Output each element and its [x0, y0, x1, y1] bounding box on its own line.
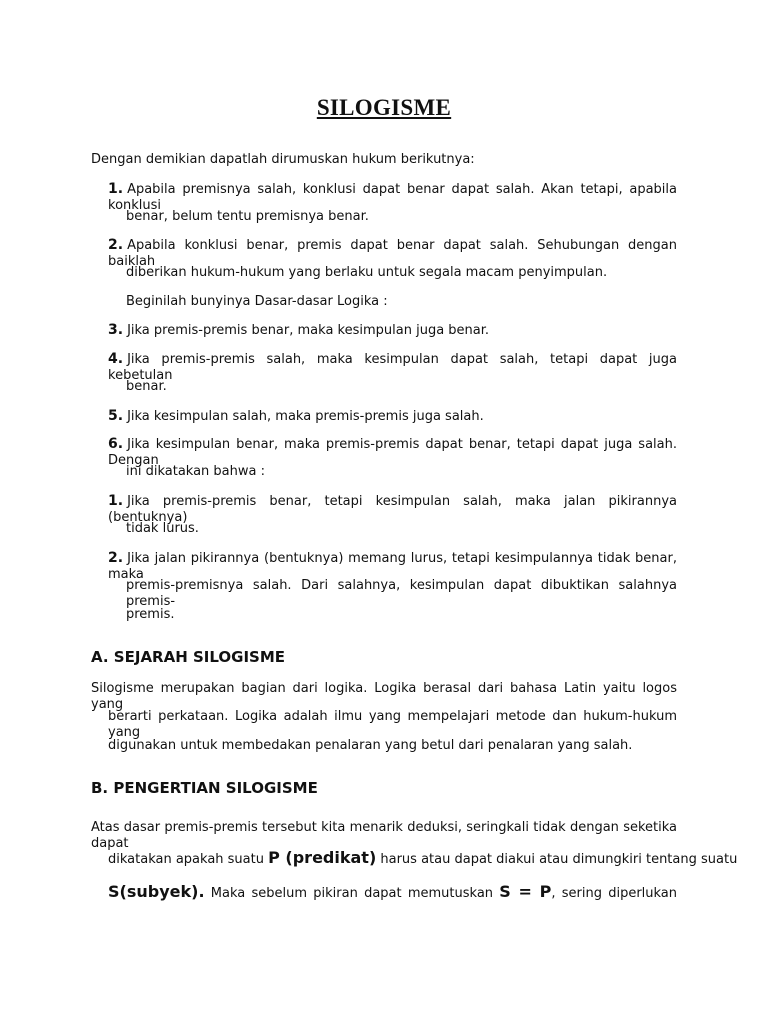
equation-term: S = P — [499, 882, 552, 901]
predikat-term: P (predikat) — [268, 848, 377, 867]
list-number: 4. — [108, 351, 124, 367]
intro-text: Dengan demikian dapatlah dirumuskan hukum berikutnya: — [91, 152, 475, 167]
list-number: 5. — [108, 408, 124, 424]
section-a-text: berarti perkataan. Logika adalah ilmu yang mempelajari metode dan hukum-hukum yang — [108, 709, 677, 740]
text-run: Maka sebelum pikiran dapat memutuskan — [204, 886, 500, 901]
section-a-text: digunakan untuk membedakan penalaran yang betul dari penalaran yang salah. — [108, 738, 633, 753]
page-title: SILOGISME — [316, 95, 452, 120]
section-a-heading: A. SEJARAH SILOGISME — [91, 648, 286, 666]
list-text: premis-premisnya salah. Dari salahnya, kesimpulan dapat dibuktikan salahnya premis- — [126, 578, 677, 609]
list-text: Jika jalan pikirannya (bentuknya) memang lurus, tetapi kesimpulannya tidak benar, maka — [108, 551, 677, 582]
text-run: , sering diperlukan — [551, 886, 678, 901]
list-item — [108, 322, 489, 339]
list-text: Jika kesimpulan salah, maka premis-premis juga salah. — [127, 409, 484, 424]
list-text: Apabila konklusi benar, premis dapat benar dapat salah. Sehubungan dengan baiklah — [108, 238, 677, 269]
list-text: Jika premis-premis benar, tetapi kesimpulan salah, maka jalan pikirannya (bentuknya) — [108, 494, 677, 525]
list-text: benar, belum tentu premisnya benar. — [126, 209, 369, 224]
subyek-term: S(subyek). — [108, 882, 205, 901]
list-text: tidak lurus. — [126, 521, 199, 536]
list-item — [108, 351, 677, 384]
section-b-text — [108, 884, 677, 902]
list-text: Jika premis-premis salah, maka kesimpulan dapat salah, tetapi dapat juga kebetulan — [108, 352, 677, 383]
list-text: Apabila premisnya salah, konklusi dapat benar dapat salah. Akan tetapi, apabila konklusi — [108, 182, 677, 213]
list-number: 2. — [108, 237, 124, 253]
text-run: dikatakan apakah suatu — [108, 852, 269, 867]
list-text: benar. — [126, 379, 167, 394]
list-text: Jika kesimpulan benar, maka premis-premis dapat benar, tetapi dapat juga salah. Dengan — [108, 437, 677, 468]
list-text: ini dikatakan bahwa : — [126, 464, 265, 479]
list-text: Jika premis-premis benar, maka kesimpulan juga benar. — [127, 323, 490, 338]
dasar-intro: Beginilah bunyinya Dasar-dasar Logika : — [126, 294, 388, 309]
section-a-text: Silogisme merupakan bagian dari logika. Logika berasal dari bahasa Latin yaitu logos yang — [91, 681, 677, 712]
list-text: diberikan hukum-hukum yang berlaku untuk segala macam penyimpulan. — [126, 265, 608, 280]
list-item — [108, 408, 484, 425]
list-number: 1. — [108, 181, 124, 197]
list-number: 1. — [108, 493, 124, 509]
list-text: premis. — [126, 607, 175, 622]
section-b-text — [108, 850, 737, 868]
section-b-heading: B. PENGERTIAN SILOGISME — [91, 779, 318, 797]
text-run: harus atau dapat diakui atau dimungkiri tentang suatu — [376, 852, 738, 867]
list-number: 2. — [108, 550, 124, 566]
section-b-text: Atas dasar premis-premis tersebut kita menarik deduksi, seringkali tidak dengan seketika dapat — [91, 820, 677, 851]
list-number: 3. — [108, 322, 124, 338]
list-number: 6. — [108, 436, 124, 452]
